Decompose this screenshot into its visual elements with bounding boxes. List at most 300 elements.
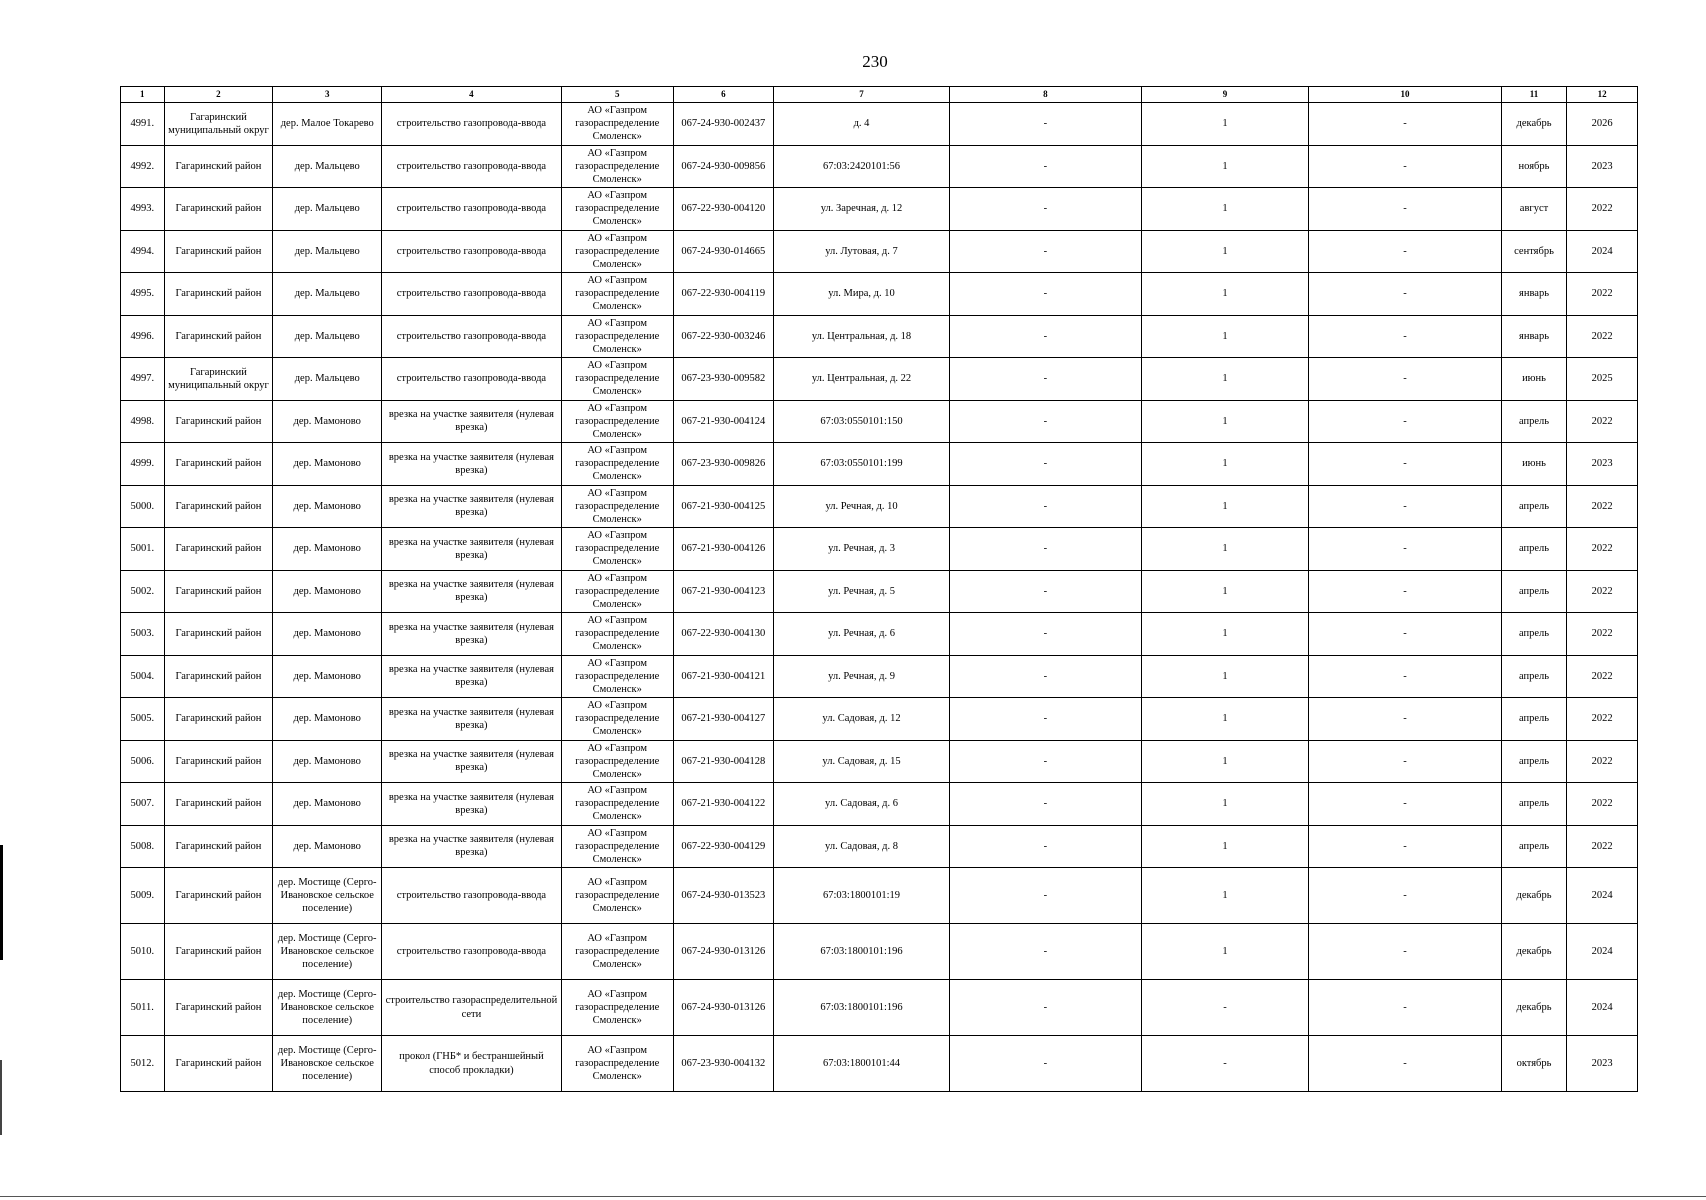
cell-year: 2022	[1567, 825, 1638, 868]
cell-organization: АО «Газпром газораспределение Смоленск»	[561, 924, 673, 980]
cell-col-9-value: 1	[1141, 740, 1309, 783]
cell-application-number: 067-21-930-004127	[673, 698, 773, 741]
cell-month: апрель	[1501, 783, 1566, 826]
column-header: 4	[382, 87, 562, 103]
cell-settlement: дер. Мальцево	[273, 358, 382, 401]
cell-organization: АО «Газпром газораспределение Смоленск»	[561, 980, 673, 1036]
cell-row-number: 4994.	[121, 230, 165, 273]
cell-address: 67:03:0550101:199	[773, 443, 949, 486]
cell-address: 67:03:1800101:196	[773, 924, 949, 980]
cell-organization: АО «Газпром газораспределение Смоленск»	[561, 188, 673, 231]
cell-work-type: врезка на участке заявителя (нулевая врезка)	[382, 698, 562, 741]
cell-col-10-value: -	[1309, 868, 1502, 924]
cell-address: ул. Мира, д. 10	[773, 273, 949, 316]
cell-month: декабрь	[1501, 103, 1566, 146]
cell-month: январь	[1501, 273, 1566, 316]
cell-month: апрель	[1501, 613, 1566, 656]
cell-col-8-value: -	[950, 358, 1142, 401]
cell-year: 2026	[1567, 103, 1638, 146]
cell-year: 2023	[1567, 145, 1638, 188]
cell-col-8-value: -	[950, 103, 1142, 146]
scan-mark	[0, 845, 3, 960]
cell-application-number: 067-21-930-004122	[673, 783, 773, 826]
cell-address: ул. Садовая, д. 8	[773, 825, 949, 868]
cell-settlement: дер. Мостище (Серго-Ивановское сельское поселение)	[273, 980, 382, 1036]
cell-address: ул. Речная, д. 10	[773, 485, 949, 528]
cell-col-8-value: -	[950, 825, 1142, 868]
cell-settlement: дер. Мостище (Серго-Ивановское сельское поселение)	[273, 1036, 382, 1092]
table-row	[121, 1036, 1638, 1092]
cell-col-9-value: 1	[1141, 400, 1309, 443]
cell-work-type: строительство газопровода-ввода	[382, 188, 562, 231]
cell-col-8-value: -	[950, 315, 1142, 358]
cell-col-8-value: -	[950, 443, 1142, 486]
cell-settlement: дер. Мамоново	[273, 655, 382, 698]
table-row	[121, 868, 1638, 924]
table-row	[121, 273, 1638, 316]
cell-col-8-value: -	[950, 783, 1142, 826]
cell-settlement: дер. Мальцево	[273, 315, 382, 358]
cell-col-8-value: -	[950, 924, 1142, 980]
cell-col-10-value: -	[1309, 315, 1502, 358]
cell-month: октябрь	[1501, 1036, 1566, 1092]
cell-year: 2022	[1567, 485, 1638, 528]
table-row	[121, 570, 1638, 613]
cell-col-10-value: -	[1309, 825, 1502, 868]
cell-row-number: 5010.	[121, 924, 165, 980]
cell-year: 2022	[1567, 315, 1638, 358]
cell-row-number: 4996.	[121, 315, 165, 358]
cell-organization: АО «Газпром газораспределение Смоленск»	[561, 655, 673, 698]
cell-month: декабрь	[1501, 868, 1566, 924]
cell-district: Гагаринский район	[164, 528, 273, 571]
cell-organization: АО «Газпром газораспределение Смоленск»	[561, 230, 673, 273]
cell-address: ул. Садовая, д. 6	[773, 783, 949, 826]
cell-col-9-value: 1	[1141, 315, 1309, 358]
cell-col-8-value: -	[950, 570, 1142, 613]
column-header: 9	[1141, 87, 1309, 103]
cell-month: апрель	[1501, 400, 1566, 443]
cell-organization: АО «Газпром газораспределение Смоленск»	[561, 485, 673, 528]
cell-col-9-value: 1	[1141, 570, 1309, 613]
cell-organization: АО «Газпром газораспределение Смоленск»	[561, 740, 673, 783]
cell-district: Гагаринский район	[164, 783, 273, 826]
cell-work-type: врезка на участке заявителя (нулевая врезка)	[382, 740, 562, 783]
cell-col-10-value: -	[1309, 924, 1502, 980]
cell-year: 2024	[1567, 980, 1638, 1036]
table-row	[121, 400, 1638, 443]
cell-col-8-value: -	[950, 1036, 1142, 1092]
cell-row-number: 4995.	[121, 273, 165, 316]
cell-address: ул. Заречная, д. 12	[773, 188, 949, 231]
cell-year: 2022	[1567, 613, 1638, 656]
cell-organization: АО «Газпром газораспределение Смоленск»	[561, 145, 673, 188]
cell-row-number: 5005.	[121, 698, 165, 741]
table-row	[121, 528, 1638, 571]
cell-month: ноябрь	[1501, 145, 1566, 188]
table-row	[121, 358, 1638, 401]
cell-month: январь	[1501, 315, 1566, 358]
cell-settlement: дер. Мамоново	[273, 400, 382, 443]
cell-col-10-value: -	[1309, 783, 1502, 826]
cell-col-10-value: -	[1309, 698, 1502, 741]
cell-col-9-value: 1	[1141, 145, 1309, 188]
cell-col-10-value: -	[1309, 1036, 1502, 1092]
cell-col-8-value: -	[950, 698, 1142, 741]
cell-month: апрель	[1501, 740, 1566, 783]
cell-col-10-value: -	[1309, 273, 1502, 316]
cell-col-8-value: -	[950, 145, 1142, 188]
cell-month: апрель	[1501, 570, 1566, 613]
cell-address: ул. Садовая, д. 12	[773, 698, 949, 741]
cell-year: 2022	[1567, 698, 1638, 741]
cell-work-type: строительство газопровода-ввода	[382, 868, 562, 924]
cell-row-number: 5003.	[121, 613, 165, 656]
registry-table	[120, 86, 1638, 1092]
cell-application-number: 067-23-930-004132	[673, 1036, 773, 1092]
cell-address: ул. Лутовая, д. 7	[773, 230, 949, 273]
cell-col-8-value: -	[950, 188, 1142, 231]
cell-year: 2022	[1567, 273, 1638, 316]
cell-application-number: 067-24-930-009856	[673, 145, 773, 188]
cell-row-number: 5009.	[121, 868, 165, 924]
cell-district: Гагаринский район	[164, 924, 273, 980]
cell-month: апрель	[1501, 825, 1566, 868]
cell-address: 67:03:1800101:44	[773, 1036, 949, 1092]
cell-organization: АО «Газпром газораспределение Смоленск»	[561, 528, 673, 571]
scan-mark	[0, 1060, 2, 1135]
cell-col-9-value: 1	[1141, 485, 1309, 528]
cell-district: Гагаринский район	[164, 570, 273, 613]
cell-district: Гагаринский район	[164, 485, 273, 528]
cell-row-number: 5011.	[121, 980, 165, 1036]
cell-district: Гагаринский район	[164, 145, 273, 188]
cell-col-9-value: 1	[1141, 655, 1309, 698]
cell-district: Гагаринский район	[164, 400, 273, 443]
cell-row-number: 5001.	[121, 528, 165, 571]
cell-row-number: 5006.	[121, 740, 165, 783]
cell-work-type: прокол (ГНБ* и бестраншейный способ прокладки)	[382, 1036, 562, 1092]
cell-address: ул. Речная, д. 6	[773, 613, 949, 656]
table-row	[121, 443, 1638, 486]
cell-work-type: строительство газораспределительной сети	[382, 980, 562, 1036]
cell-col-10-value: -	[1309, 400, 1502, 443]
cell-col-10-value: -	[1309, 443, 1502, 486]
cell-year: 2023	[1567, 443, 1638, 486]
cell-address: д. 4	[773, 103, 949, 146]
table-row	[121, 980, 1638, 1036]
cell-district: Гагаринский район	[164, 230, 273, 273]
column-header: 5	[561, 87, 673, 103]
cell-address: ул. Речная, д. 5	[773, 570, 949, 613]
cell-organization: АО «Газпром газораспределение Смоленск»	[561, 443, 673, 486]
cell-year: 2023	[1567, 1036, 1638, 1092]
cell-month: декабрь	[1501, 924, 1566, 980]
cell-row-number: 4991.	[121, 103, 165, 146]
cell-settlement: дер. Мамоново	[273, 485, 382, 528]
cell-month: июнь	[1501, 443, 1566, 486]
table-header	[121, 87, 1638, 103]
cell-application-number: 067-24-930-013126	[673, 980, 773, 1036]
cell-application-number: 067-23-930-009826	[673, 443, 773, 486]
cell-col-10-value: -	[1309, 103, 1502, 146]
cell-col-9-value: 1	[1141, 273, 1309, 316]
cell-month: апрель	[1501, 485, 1566, 528]
cell-work-type: врезка на участке заявителя (нулевая врезка)	[382, 783, 562, 826]
cell-settlement: дер. Мамоново	[273, 783, 382, 826]
table-body	[121, 103, 1638, 1092]
cell-col-10-value: -	[1309, 740, 1502, 783]
cell-work-type: врезка на участке заявителя (нулевая врезка)	[382, 485, 562, 528]
cell-col-8-value: -	[950, 740, 1142, 783]
cell-district: Гагаринский район	[164, 980, 273, 1036]
cell-address: 67:03:0550101:150	[773, 400, 949, 443]
cell-application-number: 067-24-930-014665	[673, 230, 773, 273]
table-row	[121, 103, 1638, 146]
cell-settlement: дер. Мальцево	[273, 188, 382, 231]
cell-col-9-value: 1	[1141, 613, 1309, 656]
cell-address: ул. Речная, д. 3	[773, 528, 949, 571]
cell-row-number: 5012.	[121, 1036, 165, 1092]
cell-col-10-value: -	[1309, 358, 1502, 401]
cell-organization: АО «Газпром газораспределение Смоленск»	[561, 868, 673, 924]
cell-organization: АО «Газпром газораспределение Смоленск»	[561, 783, 673, 826]
cell-work-type: строительство газопровода-ввода	[382, 358, 562, 401]
cell-settlement: дер. Мамоново	[273, 740, 382, 783]
cell-col-10-value: -	[1309, 980, 1502, 1036]
cell-col-8-value: -	[950, 230, 1142, 273]
cell-settlement: дер. Мальцево	[273, 230, 382, 273]
cell-row-number: 5007.	[121, 783, 165, 826]
cell-work-type: врезка на участке заявителя (нулевая врезка)	[382, 825, 562, 868]
cell-district: Гагаринский район	[164, 1036, 273, 1092]
cell-application-number: 067-24-930-013523	[673, 868, 773, 924]
cell-col-8-value: -	[950, 980, 1142, 1036]
cell-address: 67:03:1800101:19	[773, 868, 949, 924]
cell-col-10-value: -	[1309, 485, 1502, 528]
cell-col-9-value: 1	[1141, 103, 1309, 146]
cell-row-number: 4993.	[121, 188, 165, 231]
cell-row-number: 5004.	[121, 655, 165, 698]
cell-work-type: врезка на участке заявителя (нулевая врезка)	[382, 613, 562, 656]
cell-settlement: дер. Мамоново	[273, 443, 382, 486]
cell-district: Гагаринский район	[164, 613, 273, 656]
cell-month: апрель	[1501, 528, 1566, 571]
cell-application-number: 067-21-930-004123	[673, 570, 773, 613]
column-header: 6	[673, 87, 773, 103]
cell-row-number: 4998.	[121, 400, 165, 443]
cell-month: август	[1501, 188, 1566, 231]
cell-settlement: дер. Мамоново	[273, 570, 382, 613]
cell-work-type: врезка на участке заявителя (нулевая врезка)	[382, 400, 562, 443]
cell-col-9-value: 1	[1141, 230, 1309, 273]
cell-month: июнь	[1501, 358, 1566, 401]
cell-settlement: дер. Мостище (Серго-Ивановское сельское поселение)	[273, 868, 382, 924]
cell-district: Гагаринский район	[164, 740, 273, 783]
cell-application-number: 067-21-930-004124	[673, 400, 773, 443]
cell-application-number: 067-21-930-004126	[673, 528, 773, 571]
cell-col-10-value: -	[1309, 613, 1502, 656]
cell-col-8-value: -	[950, 485, 1142, 528]
cell-organization: АО «Газпром газораспределение Смоленск»	[561, 613, 673, 656]
cell-settlement: дер. Мамоново	[273, 825, 382, 868]
cell-work-type: врезка на участке заявителя (нулевая врезка)	[382, 655, 562, 698]
cell-year: 2024	[1567, 868, 1638, 924]
cell-col-8-value: -	[950, 528, 1142, 571]
cell-year: 2024	[1567, 924, 1638, 980]
cell-address: ул. Центральная, д. 22	[773, 358, 949, 401]
cell-year: 2022	[1567, 655, 1638, 698]
cell-district: Гагаринский муниципальный округ	[164, 103, 273, 146]
cell-row-number: 4992.	[121, 145, 165, 188]
cell-organization: АО «Газпром газораспределение Смоленск»	[561, 570, 673, 613]
cell-col-9-value: -	[1141, 980, 1309, 1036]
cell-month: апрель	[1501, 698, 1566, 741]
column-header: 10	[1309, 87, 1502, 103]
cell-settlement: дер. Мамоново	[273, 528, 382, 571]
cell-col-8-value: -	[950, 400, 1142, 443]
cell-col-8-value: -	[950, 273, 1142, 316]
cell-district: Гагаринский район	[164, 868, 273, 924]
page-number: 230	[862, 52, 888, 71]
cell-col-9-value: 1	[1141, 868, 1309, 924]
cell-col-9-value: 1	[1141, 924, 1309, 980]
cell-row-number: 5008.	[121, 825, 165, 868]
cell-application-number: 067-22-930-004129	[673, 825, 773, 868]
cell-row-number: 5002.	[121, 570, 165, 613]
cell-col-8-value: -	[950, 655, 1142, 698]
cell-organization: АО «Газпром газораспределение Смоленск»	[561, 273, 673, 316]
cell-settlement: дер. Мостище (Серго-Ивановское сельское поселение)	[273, 924, 382, 980]
cell-year: 2025	[1567, 358, 1638, 401]
column-header: 11	[1501, 87, 1566, 103]
column-header: 8	[950, 87, 1142, 103]
cell-work-type: врезка на участке заявителя (нулевая врезка)	[382, 528, 562, 571]
cell-col-10-value: -	[1309, 230, 1502, 273]
table-row	[121, 485, 1638, 528]
cell-col-10-value: -	[1309, 145, 1502, 188]
cell-address: 67:03:1800101:196	[773, 980, 949, 1036]
cell-work-type: строительство газопровода-ввода	[382, 145, 562, 188]
cell-settlement: дер. Мамоново	[273, 613, 382, 656]
cell-year: 2022	[1567, 188, 1638, 231]
cell-month: апрель	[1501, 655, 1566, 698]
cell-district: Гагаринский район	[164, 273, 273, 316]
cell-col-9-value: 1	[1141, 783, 1309, 826]
cell-district: Гагаринский муниципальный округ	[164, 358, 273, 401]
cell-district: Гагаринский район	[164, 188, 273, 231]
cell-year: 2022	[1567, 570, 1638, 613]
cell-col-9-value: 1	[1141, 188, 1309, 231]
table-row	[121, 924, 1638, 980]
cell-col-10-value: -	[1309, 188, 1502, 231]
cell-settlement: дер. Мамоново	[273, 698, 382, 741]
table-row	[121, 740, 1638, 783]
cell-district: Гагаринский район	[164, 655, 273, 698]
cell-district: Гагаринский район	[164, 825, 273, 868]
cell-application-number: 067-24-930-013126	[673, 924, 773, 980]
cell-application-number: 067-22-930-004119	[673, 273, 773, 316]
cell-organization: АО «Газпром газораспределение Смоленск»	[561, 825, 673, 868]
cell-settlement: дер. Мальцево	[273, 273, 382, 316]
cell-district: Гагаринский район	[164, 698, 273, 741]
cell-col-9-value: 1	[1141, 443, 1309, 486]
cell-col-9-value: 1	[1141, 528, 1309, 571]
cell-row-number: 4997.	[121, 358, 165, 401]
cell-work-type: строительство газопровода-ввода	[382, 273, 562, 316]
cell-settlement: дер. Малое Токарево	[273, 103, 382, 146]
table-row	[121, 825, 1638, 868]
cell-col-9-value: 1	[1141, 825, 1309, 868]
column-header: 7	[773, 87, 949, 103]
column-header: 12	[1567, 87, 1638, 103]
cell-application-number: 067-21-930-004125	[673, 485, 773, 528]
cell-col-10-value: -	[1309, 655, 1502, 698]
column-header: 2	[164, 87, 273, 103]
cell-col-10-value: -	[1309, 528, 1502, 571]
cell-application-number: 067-22-930-004130	[673, 613, 773, 656]
table-row	[121, 230, 1638, 273]
cell-address: ул. Речная, д. 9	[773, 655, 949, 698]
cell-application-number: 067-22-930-004120	[673, 188, 773, 231]
cell-year: 2022	[1567, 528, 1638, 571]
cell-work-type: врезка на участке заявителя (нулевая врезка)	[382, 443, 562, 486]
cell-district: Гагаринский район	[164, 315, 273, 358]
cell-settlement: дер. Мальцево	[273, 145, 382, 188]
cell-application-number: 067-21-930-004121	[673, 655, 773, 698]
cell-address: ул. Садовая, д. 15	[773, 740, 949, 783]
bottom-rule	[0, 1196, 1706, 1197]
cell-year: 2022	[1567, 400, 1638, 443]
cell-year: 2022	[1567, 783, 1638, 826]
cell-organization: АО «Газпром газораспределение Смоленск»	[561, 315, 673, 358]
table-row	[121, 698, 1638, 741]
cell-col-8-value: -	[950, 868, 1142, 924]
table-row	[121, 315, 1638, 358]
cell-year: 2022	[1567, 740, 1638, 783]
table-row	[121, 145, 1638, 188]
cell-organization: АО «Газпром газораспределение Смоленск»	[561, 1036, 673, 1092]
cell-application-number: 067-22-930-003246	[673, 315, 773, 358]
cell-application-number: 067-21-930-004128	[673, 740, 773, 783]
cell-col-9-value: -	[1141, 1036, 1309, 1092]
column-header: 1	[121, 87, 165, 103]
cell-work-type: строительство газопровода-ввода	[382, 230, 562, 273]
cell-organization: АО «Газпром газораспределение Смоленск»	[561, 698, 673, 741]
cell-row-number: 4999.	[121, 443, 165, 486]
cell-district: Гагаринский район	[164, 443, 273, 486]
cell-address: ул. Центральная, д. 18	[773, 315, 949, 358]
cell-col-9-value: 1	[1141, 698, 1309, 741]
column-header: 3	[273, 87, 382, 103]
cell-organization: АО «Газпром газораспределение Смоленск»	[561, 103, 673, 146]
cell-address: 67:03:2420101:56	[773, 145, 949, 188]
cell-organization: АО «Газпром газораспределение Смоленск»	[561, 400, 673, 443]
table-row	[121, 188, 1638, 231]
table-row	[121, 613, 1638, 656]
cell-row-number: 5000.	[121, 485, 165, 528]
cell-work-type: строительство газопровода-ввода	[382, 924, 562, 980]
cell-col-8-value: -	[950, 613, 1142, 656]
cell-year: 2024	[1567, 230, 1638, 273]
table-row	[121, 655, 1638, 698]
cell-application-number: 067-24-930-002437	[673, 103, 773, 146]
cell-work-type: врезка на участке заявителя (нулевая врезка)	[382, 570, 562, 613]
cell-work-type: строительство газопровода-ввода	[382, 103, 562, 146]
cell-application-number: 067-23-930-009582	[673, 358, 773, 401]
cell-organization: АО «Газпром газораспределение Смоленск»	[561, 358, 673, 401]
cell-month: декабрь	[1501, 980, 1566, 1036]
